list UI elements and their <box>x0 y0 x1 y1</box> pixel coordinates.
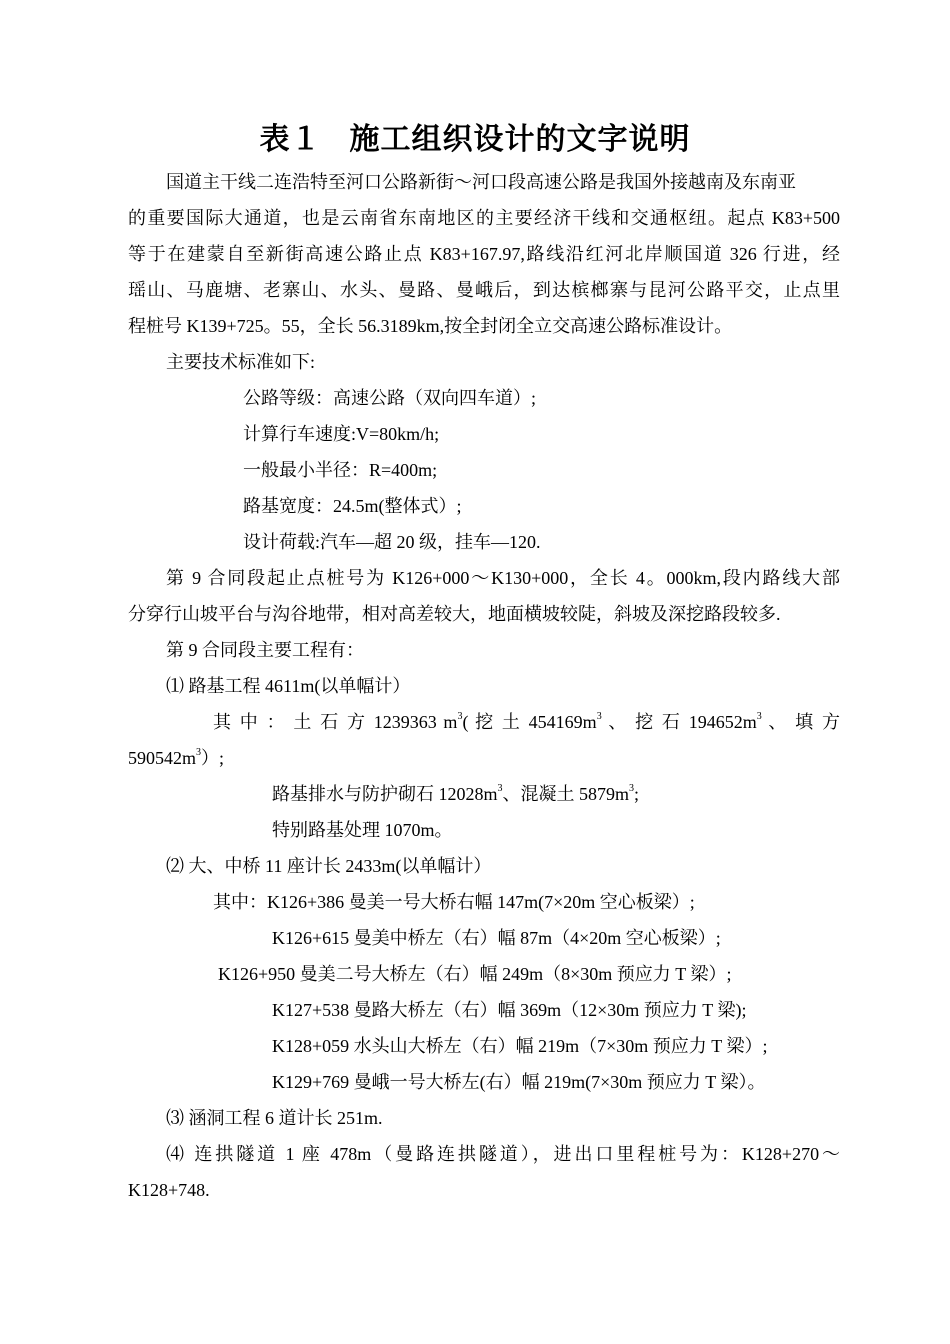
bridge-item: K127+538 曼路大桥左（右）幅 369m（12×30m 预应力 T 梁); <box>272 1000 747 1020</box>
item1-title: ⑴ 路基工程 4611m(以单幅计） <box>166 676 411 696</box>
bridge-item: K126+615 曼美中桥左（右）幅 87m（4×20m 空心板梁）; <box>272 928 721 948</box>
drainage-line: 路基排水与防护砌石 $12028m^3$、混凝土 $5879m^3$; <box>272 783 640 804</box>
standards-heading: 主要技术标准如下: <box>166 352 316 372</box>
intro-line: 瑶山、马鹿塘、老寨山、水头、曼路、曼峨后，到达槟榔寨与昆河公路平交，止点里 <box>128 280 840 300</box>
earthwork-fill-line: $590542m^3$）; <box>128 747 225 768</box>
page-title <box>0 118 950 162</box>
standard-item: 路基宽度：24.5m(整体式）; <box>243 496 462 516</box>
earthwork-line: 其 中 ： 土 石 方 1239363 $m^3$( 挖 土 $454169m^3$ 、 挖 石 $194652m^3$ 、 填 方 <box>213 711 840 732</box>
table-label: 表１ <box>259 122 322 157</box>
intro-line: 的重要国际大通道，也是云南省东南地区的主要经济干线和交通枢纽。起点 K83+500 <box>128 208 840 228</box>
bridge-item: K129+769 曼峨一号大桥左(右）幅 219m(7×30m 预应力 T 梁）。 <box>272 1072 766 1092</box>
title-text: 施工组织设计的文字说明 <box>349 122 691 157</box>
item4-line: ⑷ 连拱隧道 1 座 478m（曼路连拱隧道），进出口里程桩号为：K128+270～ <box>166 1144 840 1164</box>
bridge-item: K128+059 水头山大桥左（右）幅 219m（7×30m 预应力 T 梁）; <box>272 1036 768 1056</box>
standard-item: 设计荷载:汽车—超 20 级，挂车—120. <box>243 532 541 552</box>
item3-title: ⑶ 涵洞工程 6 道计长 251m. <box>166 1108 383 1128</box>
standard-item: 计算行车速度:V=80km/h; <box>243 424 440 444</box>
intro-line: 程桩号 K139+725。55，全长 56.3189km,按全封闭全立交高速公路标准设计。 <box>128 316 733 336</box>
bridge-item: K126+950 曼美二号大桥左（右）幅 249m（8×30m 预应力 T 梁）; <box>218 964 732 984</box>
bridge-item: 其中：K126+386 曼美一号大桥右幅 147m(7×20m 空心板梁）; <box>213 892 695 912</box>
works-heading: 第 9 合同段主要工程有： <box>166 640 364 660</box>
special-subgrade-line: 特别路基处理 1070m。 <box>272 820 453 840</box>
item2-title: ⑵ 大、中桥 11 座计长 2433m(以单幅计） <box>166 856 492 876</box>
item4-line: K128+748. <box>128 1180 210 1200</box>
standard-item: 一般最小半径：R=400m; <box>243 460 438 480</box>
section9-line: 分穿行山坡平台与沟谷地带，相对高差较大，地面横坡较陡，斜坡及深挖路段较多. <box>128 604 781 624</box>
intro-line: 等于在建蒙自至新街高速公路止点 K83+167.97,路线沿红河北岸顺国道 326 行进，经 <box>128 244 840 264</box>
intro-line: 国道主干线二连浩特至河口公路新街～河口段高速公路是我国外接越南及东南亚 <box>166 172 796 192</box>
standard-item: 公路等级：高速公路（双向四车道）; <box>243 388 536 408</box>
section9-line: 第 9 合同段起止点桩号为 K126+000～K130+000，全长 4。000km,段内路线大部 <box>166 568 840 588</box>
